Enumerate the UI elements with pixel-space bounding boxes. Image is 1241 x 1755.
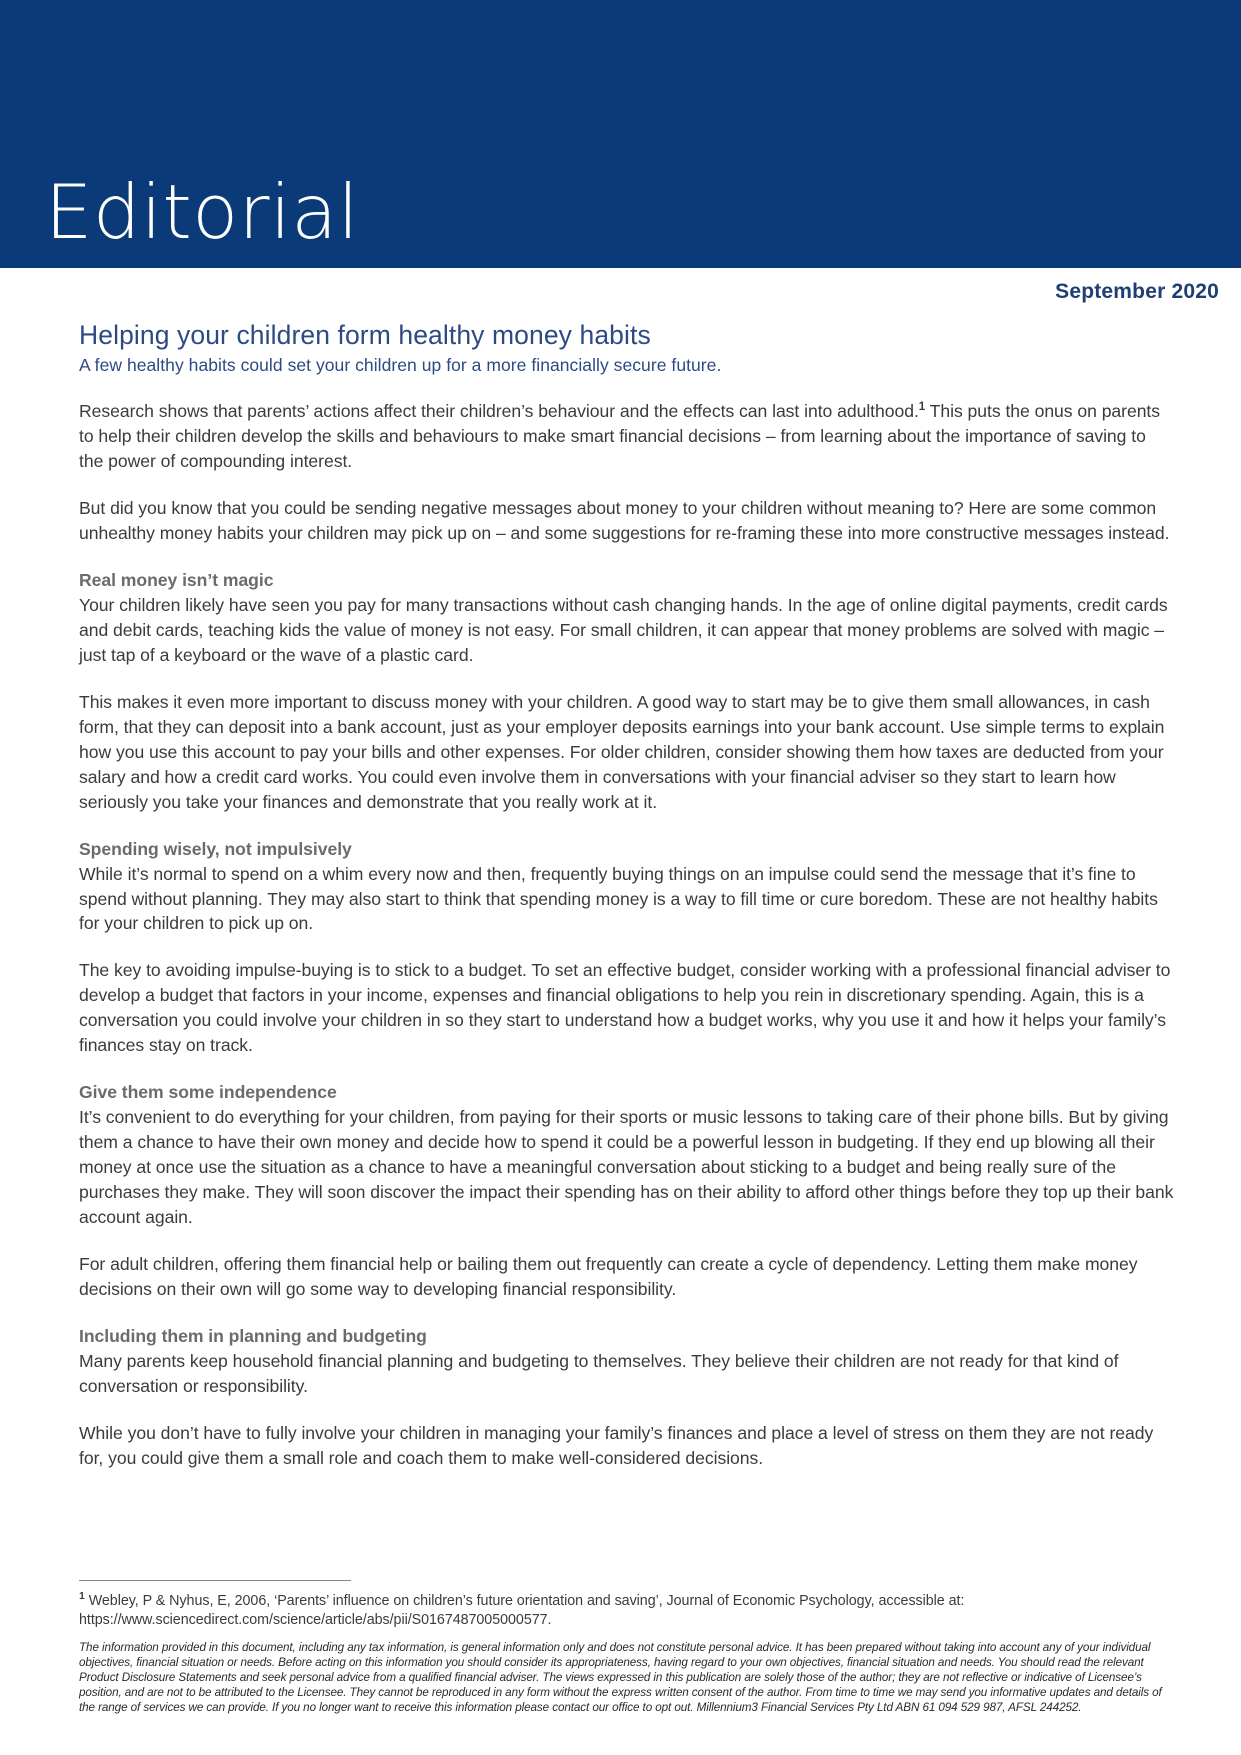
section-paragraph: While it’s normal to spend on a whim every now and then, frequently buying things on an impulse could send the message that it’s fine to spend without planning. They may also start to think that spending money is a way to fill time or cure boredom. These are not healthy habits for your children to pick up on. xyxy=(79,863,1158,934)
page-title: Helping your children form healthy money habits xyxy=(79,320,651,350)
footnote xyxy=(79,1592,1174,1630)
section-heading: Including them in planning and budgeting xyxy=(79,1326,427,1347)
section-heading: Spending wisely, not impulsively xyxy=(79,838,352,859)
footnote-divider xyxy=(79,1580,351,1581)
header-banner xyxy=(0,0,1241,268)
section-heading: Real money isn’t magic xyxy=(79,569,274,590)
section-real-money-isnt-magic xyxy=(79,568,1174,668)
disclaimer-text: The information provided in this document, including any tax information, is general information only and does not constitute personal advice. It has been prepared without taking into account any of your individual objectives, financial situation or needs. Before acting on this information you should consider its appropriateness, having regard to your own objectives, financial situation and needs. You should read the relevant Product Disclosure Statements and seek personal advice from a qualified financial adviser. The views expressed in this publication are solely those of the author; they are not reflective or indicative of Licensee’s position, and are not to be attributed to the Licensee. They cannot be reproduced in any form without the express written consent of the author. From time to time we may send you informative updates and details of the range of services we can provide. If you no longer want to receive this information please contact our office to opt out. Millennium3 Financial Services Pty Ltd ABN 61 094 529 987, AFSL 244252. xyxy=(79,1641,1162,1715)
section-paragraph: It’s convenient to do everything for your children, from paying for their sports or music lessons to taking care of their phone bills. But by giving them a chance to have their own money and decide how to spend it could be a powerful lesson in budgeting. If they end up blowing all their money at once use the situation as a chance to have a meaningful conversation about sticking to a budget and being really sure of the purchases they make. They will soon discover the impact their spending has on their ability to afford other things before they top up their bank account again. xyxy=(79,1107,1174,1228)
section-spending-wisely-not-impulsively xyxy=(79,837,1174,937)
section-heading: Give them some independence xyxy=(79,1082,337,1103)
banner-title: Editorial xyxy=(45,168,360,256)
section-paragraph: Your children likely have seen you pay for many transactions without cash changing hands. In the age of online digital payments, credit cards and debit cards, teaching kids the value of money is not easy. For small children, it can appear that money problems are solved with magic – just tap of a keyboard or the wave of a plastic card. xyxy=(79,594,1168,665)
section-paragraph: This makes it even more important to discuss money with your children. A good way to start may be to give them small allowances, in cash form, that they can deposit into a bank account, just as your employer deposits earnings into your bank account. Use simple terms to explain how you use this account to pay your bills and other expenses. For older children, consider showing them how taxes are deducted from your salary and how a credit card works. You could even involve them in conversations with your financial adviser so they start to learn how seriously you take your finances and demonstrate that you really work at it. xyxy=(79,691,1165,812)
section-give-them-some-independence xyxy=(79,1080,1174,1230)
footnote-reference[interactable]: 1 xyxy=(918,401,926,414)
section-paragraph: While you don’t have to fully involve your children in managing your family’s finances and place a level of stress on them they are not ready for, you could give them a small role and coach them to make well-considered decisions. xyxy=(79,1422,1154,1468)
section-paragraph: The key to avoiding impulse-buying is to stick to a budget. To set an effective budget, consider working with a professional financial adviser to develop a budget that factors in your income, expenses and financial obligations to help you rein in discretionary spending. Again, this is a conversation you could involve your children in so they start to understand how a budget works, why you use it and how it helps your family’s finances stay on track. xyxy=(79,960,1171,1056)
footnote-text[interactable]: Webley, P & Nyhus, E, 2006, ‘Parents’ influence on children’s future orientation and saving’, Journal of Economic Psychology, accessible at: https://www.sciencedirect.com/science/article/abs/pii/S0167487005000577. xyxy=(79,1593,965,1628)
article-page xyxy=(0,320,1241,1471)
footnote-number: 1 xyxy=(79,1590,85,1603)
article-body xyxy=(79,399,1174,1471)
intro-paragraph-2: But did you know that you could be sending negative messages about money to your children without meaning to? Here are some common unhealthy money habits your children may pick up on – and some suggestions for re-framing these into more constructive messages instead. xyxy=(79,497,1170,543)
article-subtitle: A few healthy habits could set your children up for a more financially secure future. xyxy=(79,355,722,376)
intro-paragraph-1-lead: Research shows that parents’ actions affect their children’s behaviour and the effects can last into adulthood. xyxy=(79,401,919,422)
footer-zone xyxy=(0,1580,1241,1715)
section-paragraph: Many parents keep household financial planning and budgeting to themselves. They believe their children are not ready for that kind of conversation or responsibility. xyxy=(79,1351,1119,1397)
issue-date: September 2020 xyxy=(1055,280,1219,303)
intro-paragraph-1-rest: This puts the onus on parents to help their children develop the skills and behaviours to make smart financial decisions – from learning about the importance of saving to the power of compounding interest. xyxy=(79,401,1161,471)
section-paragraph: For adult children, offering them financial help or bailing them out frequently can create a cycle of dependency. Letting them make money decisions on their own will go some way to developing financial responsibility. xyxy=(79,1254,1138,1300)
intro-paragraph-1 xyxy=(79,399,1174,474)
section-including-them-in-planning-and-budgeting xyxy=(79,1324,1174,1399)
issue-date-row xyxy=(0,268,1241,304)
